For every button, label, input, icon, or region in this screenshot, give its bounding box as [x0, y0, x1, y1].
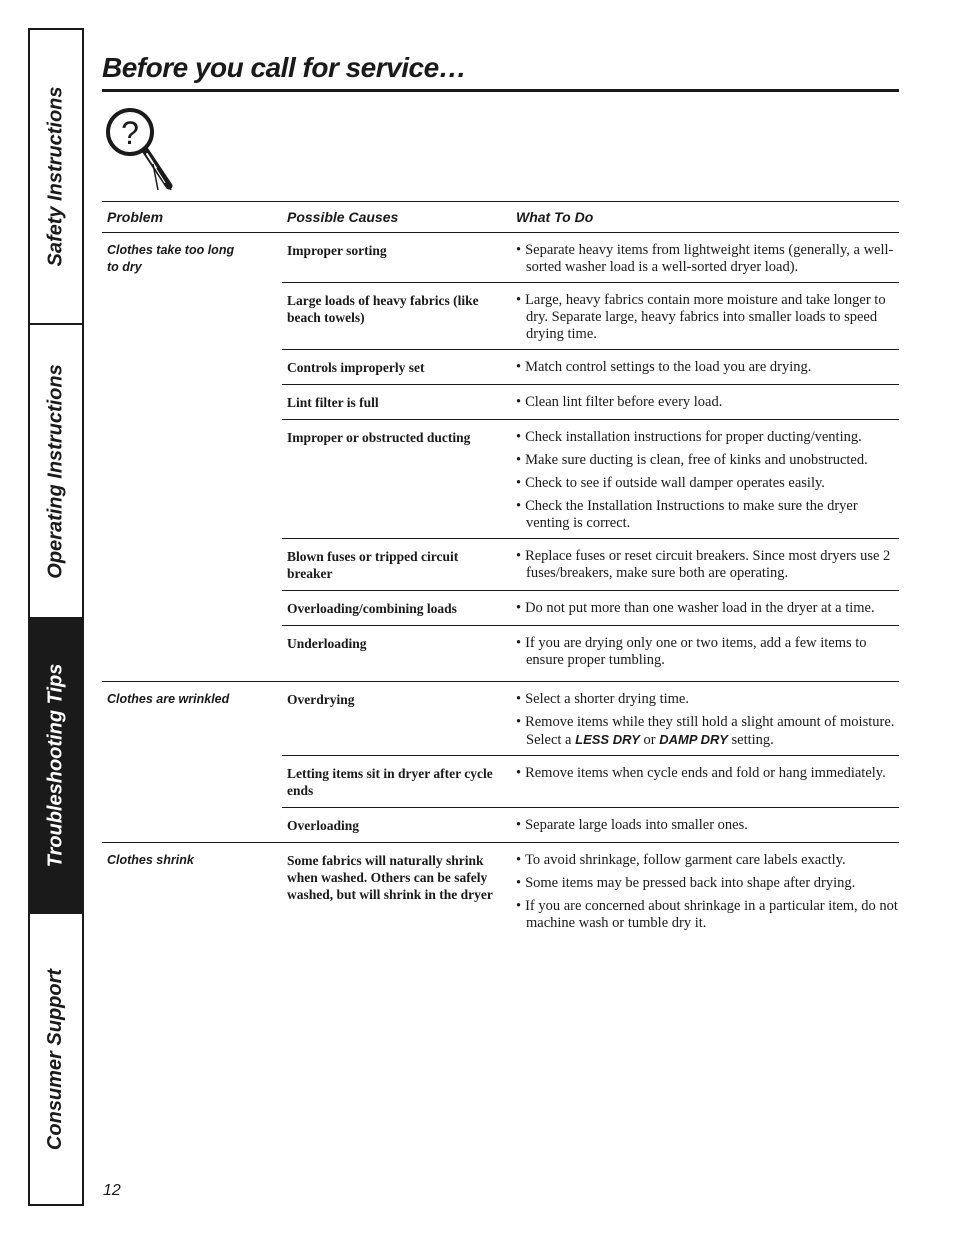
solution-item: • Match control settings to the load you are drying.	[516, 359, 812, 375]
solution-list	[511, 385, 899, 419]
solution-list	[511, 756, 899, 807]
tab-safety-instructions[interactable]	[30, 30, 82, 325]
cause-text: Overloading/combining loads	[287, 601, 457, 616]
problem-label: Clothes take too long to dry	[107, 243, 235, 274]
cause-text: Some fabrics will naturally shrink when washed. Others can be safely washed, but will shrink in the dryer	[287, 853, 493, 902]
solution-item: • Select a shorter drying time.	[516, 691, 689, 707]
setting-less-dry: LESS DRY	[575, 732, 640, 747]
table-row	[282, 350, 899, 385]
problem-label: Clothes shrink	[107, 853, 194, 867]
solution-list	[511, 539, 899, 590]
solution-list	[511, 420, 899, 538]
problem-group	[102, 682, 899, 843]
solution-item: • Check installation instructions for proper ducting/venting.	[516, 429, 862, 445]
solution-item: • To avoid shrinkage, follow garment care labels exactly.	[516, 852, 846, 868]
table-row	[282, 539, 899, 591]
table-row	[282, 385, 899, 420]
cause-text: Controls improperly set	[287, 360, 425, 375]
page-number: 12	[103, 1182, 121, 1199]
tab-label: Troubleshooting Tips	[44, 663, 67, 868]
solution-item: • Replace fuses or reset circuit breakers. Since most dryers use 2 fuses/breakers, make sure both are operating.	[516, 548, 891, 581]
solution-item: • Separate large loads into smaller ones.	[516, 817, 748, 833]
cause-text: Blown fuses or tripped circuit breaker	[287, 549, 459, 581]
solution-list	[511, 350, 899, 384]
tab-operating-instructions[interactable]	[30, 325, 82, 619]
table-row	[282, 420, 899, 539]
cause-text: Improper or obstructed ducting	[287, 430, 471, 445]
svg-text:?: ?	[121, 115, 139, 151]
solution-item: • Large, heavy fabrics contain more moisture and take longer to dry. Separate large, heavy fabrics into smaller loads to speed drying time.	[516, 292, 886, 342]
table-row	[282, 626, 899, 681]
solution-item: • If you are concerned about shrinkage in a particular item, do not machine wash or tumble dry it.	[516, 898, 898, 931]
setting-damp-dry: DAMP DRY	[659, 732, 728, 747]
cause-list	[282, 843, 899, 938]
table-row	[282, 843, 899, 938]
solution-list	[511, 233, 899, 282]
tab-consumer-support[interactable]	[30, 914, 82, 1204]
table-row	[282, 233, 899, 283]
table-row	[282, 283, 899, 350]
tab-label: Operating Instructions	[44, 363, 67, 579]
title-divider	[102, 89, 899, 92]
solution-item: • If you are drying only one or two items, add a few items to ensure proper tumbling.	[516, 635, 867, 668]
page-title: Before you call for service…	[102, 52, 467, 83]
table-row	[282, 756, 899, 808]
solution-list	[511, 283, 899, 349]
header-possible-causes: Possible Causes	[287, 209, 399, 225]
problem-group	[102, 843, 899, 938]
cause-text: Large loads of heavy fabrics (like beach towels)	[287, 293, 479, 325]
solution-item: • Check the Installation Instructions to make sure the dryer venting is correct.	[516, 498, 858, 531]
table-row	[282, 682, 899, 756]
table-header	[102, 201, 899, 233]
cause-text: Letting items sit in dryer after cycle ends	[287, 766, 493, 798]
troubleshooting-table	[102, 201, 899, 938]
problem-group	[102, 233, 899, 682]
cause-text: Underloading	[287, 636, 367, 651]
solution-item: • Clean lint filter before every load.	[516, 394, 723, 410]
solution-item: • Make sure ducting is clean, free of kinks and unobstructed.	[516, 452, 868, 468]
problem-label: Clothes are wrinkled	[107, 692, 230, 706]
solution-list	[511, 808, 899, 842]
solution-list	[511, 682, 899, 755]
tab-troubleshooting-tips[interactable]	[30, 619, 82, 914]
cause-list	[282, 682, 899, 842]
section-tabs	[28, 28, 84, 1206]
tab-label: Safety Instructions	[44, 86, 67, 267]
solution-item: • Check to see if outside wall damper operates easily.	[516, 475, 825, 491]
tab-label: Consumer Support	[44, 968, 67, 1150]
cause-text: Improper sorting	[287, 243, 387, 258]
cause-text: Overloading	[287, 818, 360, 833]
table-row	[282, 591, 899, 626]
solution-list	[511, 843, 899, 938]
table-row	[282, 808, 899, 842]
solution-item: • Do not put more than one washer load in the dryer at a time.	[516, 600, 875, 616]
cause-text: Lint filter is full	[287, 395, 379, 410]
solution-list	[511, 591, 899, 625]
solution-item: • Remove items while they still hold a slight amount of moisture. Select a LESS DRY or DAMP DRY setting.	[516, 714, 895, 748]
header-problem: Problem	[107, 209, 164, 225]
solution-list	[511, 626, 899, 681]
cause-list	[282, 233, 899, 681]
cause-text: Overdrying	[287, 692, 355, 707]
header-what-to-do: What To Do	[516, 209, 594, 225]
solution-item: • Separate heavy items from lightweight items (generally, a well-sorted washer load is a well-sorted dryer load).	[516, 242, 894, 275]
solution-item: • Some items may be pressed back into shape after drying.	[516, 875, 856, 891]
solution-item: • Remove items when cycle ends and fold or hang immediately.	[516, 765, 886, 781]
question-magnifier-icon	[103, 106, 175, 192]
